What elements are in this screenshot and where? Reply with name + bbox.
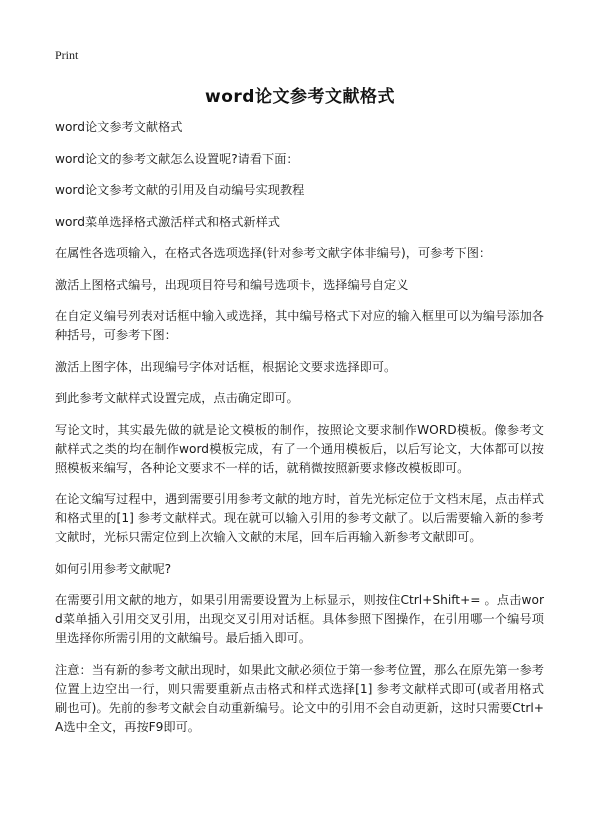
paragraph: 写论文时，其实最先做的就是论文模板的制作，按照论文要求制作WORD模板。像参考文献样式之类的均在制作word模板完成，有了一个通用模板后，以后写论文，大体都可以按照模板来编写，各种论文要求不一样的话，就稍微按照新要求修改模板即可。	[55, 422, 544, 475]
paragraph: 在论文编写过程中，遇到需要引用参考文献的地方时，首先光标定位于文档末尾，点击样式和格式里的[1] 参考文献样式。现在就可以输入引用的参考文献了。以后需要输入新的参考文献时，光标只需定位到上次输入文献的末尾，回车后再输入新参考文献即可。	[55, 492, 544, 544]
paragraph: 注意：当有新的参考文献出现时，如果此文献必须位于第一参考位置，那么在原先第一参考位置上边空出一行，则只需要重新点击格式和样式选择[1] 参考文献样式即可(或者用格式刷也可)。先前的参考文献会自动重新编号。论文中的引用不会自动更新，这时只需要Ctrl+A选中全文，再按F9即可。	[55, 662, 544, 734]
document-body	[55, 118, 544, 749]
print-link[interactable]: Print	[55, 48, 79, 62]
paragraph: 到此参考文献样式设置完成，点击确定即可。	[55, 391, 299, 405]
paragraph: 在需要引用文献的地方，如果引用需要设置为上标显示，则按住Ctrl+Shift+= 。点击word菜单插入引用交叉引用，出现交叉引用对话框。具体参照下图操作，在引用哪一个编号项里选择你所需引用的文献编号。最后插入即可。	[55, 593, 544, 645]
paragraph: 如何引用参考文献呢?	[55, 561, 172, 576]
paragraph: word论文的参考文献怎么设置呢?请看下面：	[55, 151, 299, 166]
paragraph: 激活上图字体，出现编号字体对话框，根据论文要求选择即可。	[55, 359, 397, 374]
page-title: word论文参考文献格式	[205, 87, 395, 107]
paragraph: 在自定义编号列表对话框中输入或选择，其中编号格式下对应的输入框里可以为编号添加各种括号，可参考下图：	[55, 309, 544, 342]
paragraph: 在属性各选项输入，在格式各选项选择(针对参考文献字体非编号)，可参考下图：	[55, 246, 492, 260]
paragraph: word论文参考文献的引用及自动编号实现教程	[55, 183, 305, 197]
paragraph: word论文参考文献格式	[55, 120, 183, 134]
paragraph: 激活上图格式编号，出现项目符号和编号选项卡，选择编号自定义	[55, 277, 409, 292]
paragraph: word菜单选择格式激活样式和格式新样式	[55, 214, 280, 229]
